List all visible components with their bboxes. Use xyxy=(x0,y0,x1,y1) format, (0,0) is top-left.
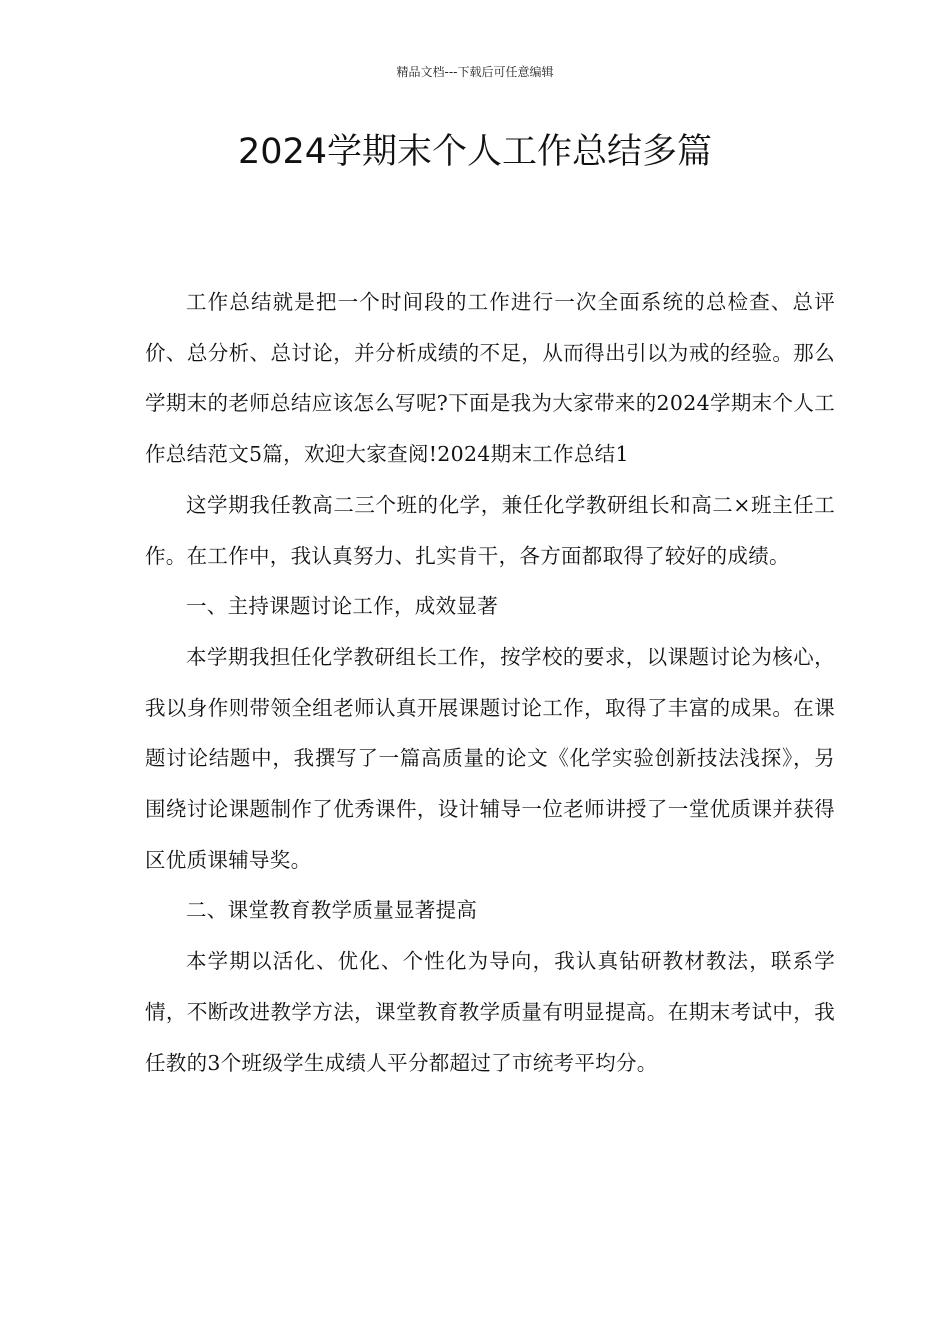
section-heading-1: 一、主持课题讨论工作，成效显著 xyxy=(186,594,498,619)
intro-paragraph: 工作总结就是把一个时间段的工作进行一次全面系统的总检查、总评价、总分析、总讨论，并分析成绩的不足，从而得出引以为戒的经验。那么学期末的老师总结应该怎么写呢?下面是我为大家带来的2024学期末个人工作总结范文5篇，欢迎大家查阅!2024期末工作总结1 xyxy=(145,290,835,467)
overview-paragraph: 这学期我任教高二三个班的化学，兼任化学教研组长和高二×班主任工作。在工作中，我认真努力、扎实肯干，各方面都取得了较好的成绩。 xyxy=(145,492,835,568)
page-title: 2024学期末个人工作总结多篇 xyxy=(237,132,713,172)
section-1-paragraph: 本学期我担任化学教研组长工作，按学校的要求，以课题讨论为核心，我以身作则带领全组老师认真开展课题讨论工作，取得了丰富的成果。在课题讨论结题中，我撰写了一篇高质量的论文《化学实验创新技法浅探》，另围绕讨论课题制作了优秀课件，设计辅导一位老师讲授了一堂优质课并获得区优质课辅导奖。 xyxy=(145,644,835,872)
header-note: 精品文档---下载后可任意编辑 xyxy=(396,65,554,79)
document-body xyxy=(145,277,835,1088)
section-heading-2: 二、课堂教育教学质量显著提高 xyxy=(186,898,478,923)
section-2-paragraph: 本学期以活化、优化、个性化为导向，我认真钻研教材教法，联系学情，不断改进教学方法，课堂教育教学质量有明显提高。在期末考试中，我任教的3个班级学生成绩人平分都超过了市统考平均分。 xyxy=(145,949,835,1075)
